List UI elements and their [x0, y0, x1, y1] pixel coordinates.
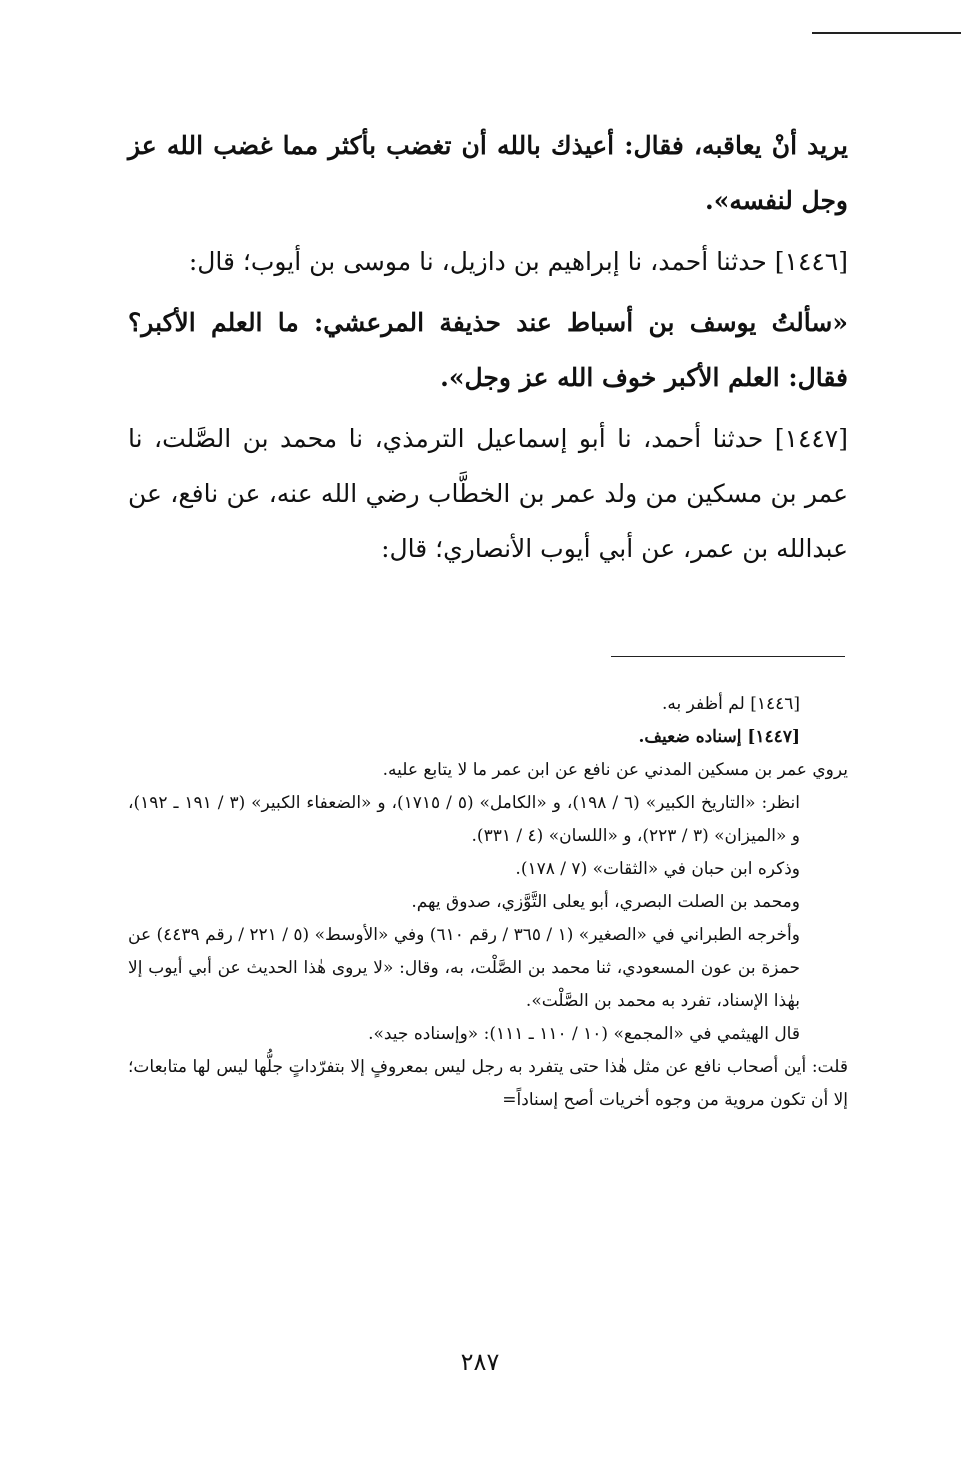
page-number: ٢٨٧ — [460, 1348, 500, 1376]
footnote-1447-comment: قلت: أين أصحاب نافع عن مثل هٰذا حتى يتفرد به رجل ليس بمعروفٍ إلا بتفرّداتٍ جلُّها ليس لها متابعات؛ إلا أن تكون مروية من وجوه أخريات أصح إسناداً= — [128, 1057, 848, 1110]
footnote-1447-heading: [١٤٤٧] إسناده ضعيف. — [638, 727, 800, 747]
footnote-1447-narrator: ومحمد بن الصلت البصري، أبو يعلى التَّوَّزي، صدوق يهم. — [411, 892, 800, 912]
footnote-1447-line: يروي عمر بن مسكين المدني عن نافع عن ابن عمر ما لا يتابع عليه. — [382, 760, 848, 780]
footnote-1447-tabarani: وأخرجه الطبراني في «الصغير» (١ / ٣٦٥ / رقم ٦١٠) وفي «الأوسط» (٥ / ٢٢١ / رقم ٤٤٣٩) عن حمزة بن عون المسعودي، ثنا محمد بن الصَّلْت، به، وقال: «لا يروى هٰذا الحديث عن أبي أيوب إلا بهٰذا الإسناد، تفرد به محمد بن الصَّلْت». — [128, 925, 800, 1011]
main-text — [128, 118, 848, 576]
paragraph-hadith-1447: [١٤٤٧] حدثنا أحمد، نا أبو إسماعيل الترمذي، نا محمد بن الصَّلت، نا عمر بن مسكين من ولد عمر بن الخطَّاب رضي الله عنه، عن نافع، عن عبدالله بن عمر، عن أبي أيوب الأنصاري؛ قال: — [128, 424, 848, 563]
footnote-1447-refs: انظر: «التاريخ الكبير» (٦ / ١٩٨)، و «الكامل» (٥ / ١٧١٥)، و «الضعفاء الكبير» (٣ / ١٩١ ـ ١٩٢)، و «الميزان» (٣ / ٢٢٣)، و «اللسان» (٤ / ٣٣١). — [128, 793, 800, 846]
footnotes — [128, 688, 848, 1117]
footnote-1447-haythami: قال الهيثمي في «المجمع» (١٠ / ١١٠ ـ ١١١): «وإسناده جيد». — [368, 1024, 800, 1044]
footnote-1447-thiqat: وذكره ابن حبان في «الثقات» (٧ / ١٧٨). — [515, 859, 800, 879]
footnote-separator — [611, 656, 845, 657]
paragraph-narration-end: يريد أنْ يعاقبه، فقال: أعيذك بالله أن تغضب بأكثر مما غضب الله عز وجل لنفسه». — [128, 131, 848, 215]
footnote-1446: [١٤٤٦] لم أظفر به. — [662, 694, 800, 714]
paragraph-hadith-1446: [١٤٤٦] حدثنا أحمد، نا إبراهيم بن دازيل، نا موسى بن أيوب؛ قال: — [188, 247, 848, 276]
paragraph-quote-1446: «سألتُ يوسف بن أسباط عند حذيفة المرعشي: ما العلم الأكبر؟ فقال: العلم الأكبر خوف الله عز وجل». — [128, 308, 848, 392]
header-rule — [812, 32, 961, 34]
